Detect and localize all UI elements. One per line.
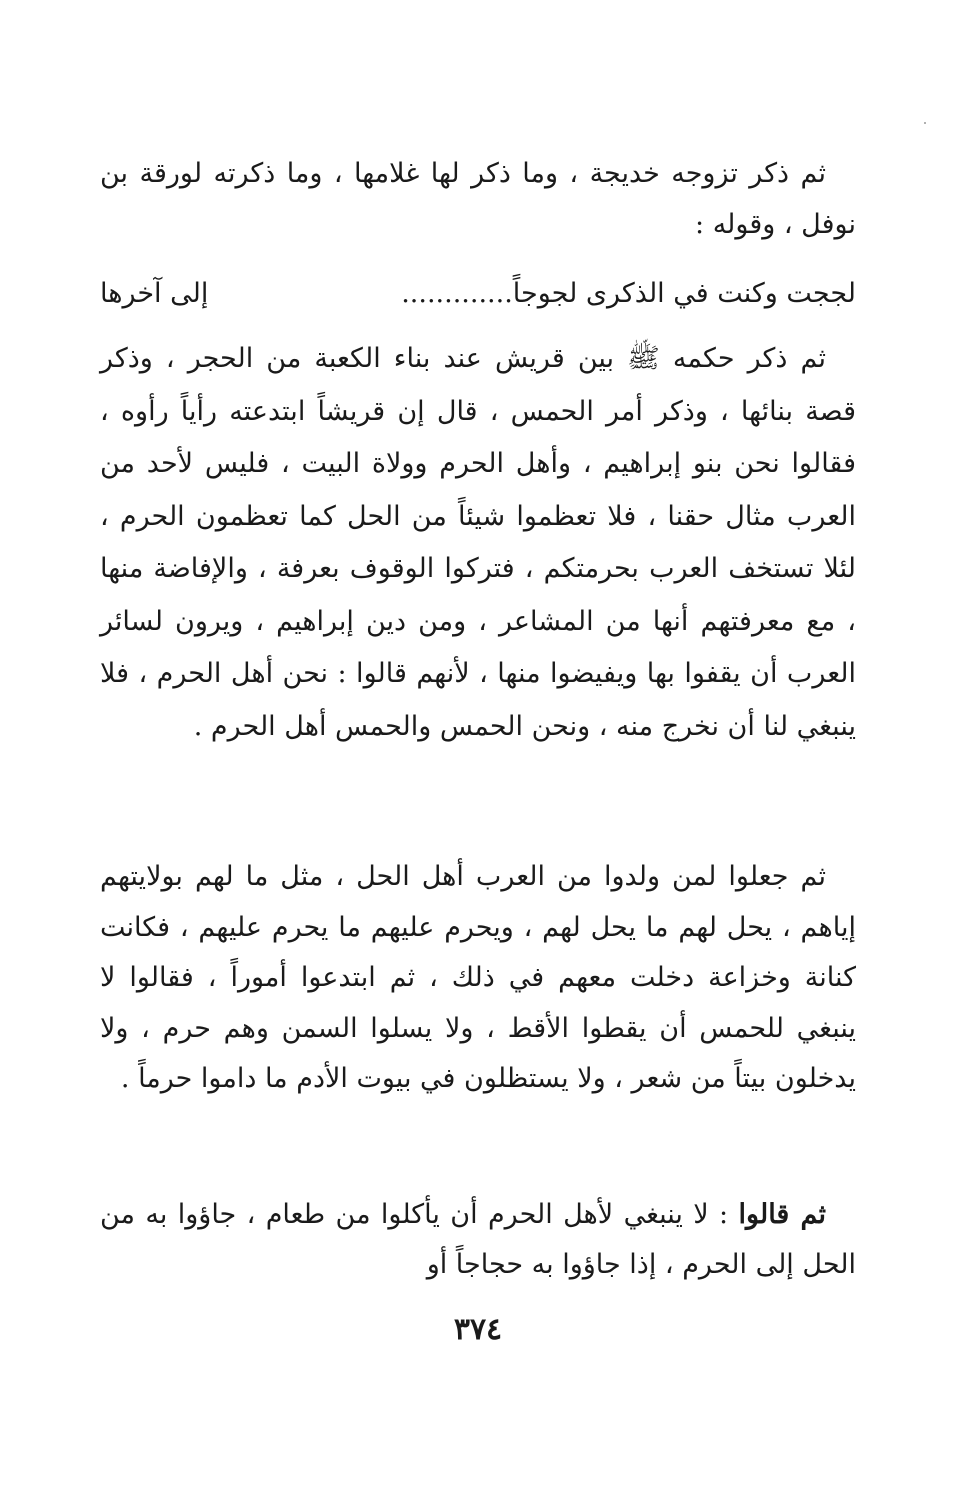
paragraph-kaaba-hums [100, 333, 856, 753]
paragraph-khadija [100, 148, 856, 250]
paragraph-lead-words: ثم قالوا [738, 1199, 826, 1230]
paragraph-text: ثم ذكر حكمه ﷺ بين قريش عند بناء الكعبة من الحجر ، وذكر قصة بنائها ، وذكر أمر الحمس ، قال إن قريشاً ابتدعته رأياً رأوه ، فقالوا نحن بنو إبراهيم ، وأهل الحرم وولاة البيت ، فليس لأحد من العرب مثال حقنا ، فلا تعظموا شيئاً من الحل كما تعظمون الحرم ، لئلا تستخف العرب بحرمتكم ، فتركوا الوقوف بعرفة ، والإفاضة منها ، مع معرفتهم أنها من المشاعر ، ومن دين إبراهيم ، ويرون لسائر العرب أن يقفوا بها ويفيضوا منها ، لأنهم قالوا : نحن أهل الحرم ، فلا ينبغي لنا أن نخرج منه ، ونحن الحمس والحمس أهل الحرم . [100, 343, 856, 742]
verse-second-hemistich: إلى آخرها [100, 278, 209, 309]
poetry-verse [100, 268, 856, 319]
page-number: ٣٧٤ [453, 1312, 503, 1347]
verse-line [100, 268, 856, 319]
paragraph-food-rule [100, 1190, 856, 1290]
paragraph-text: ثم جعلوا لمن ولدوا من العرب أهل الحل ، مثل ما لهم بولايتهم إياهم ، يحل لهم ما يحل لهم ، ويحرم عليهم ما يحرم عليهم ، فكانت كنانة وخزاعة دخلت معهم في ذلك ، ثم ابتدعوا أموراً ، فقالوا لا ينبغي للحمس أن يقطوا الأقط ، ولا يسلوا السمن وهم حرم ، ولا يدخلون بيتاً من شعر ، ولا يستظلون في بيوت الأدم ما داموا حرماً . [100, 861, 856, 1095]
paragraph-text: ثم ذكر تزوجه خديجة ، وما ذكر لها غلامها ، وما ذكرته لورقة بن نوفل ، وقوله : [100, 158, 856, 240]
paragraph-text [100, 1190, 856, 1290]
margin-dot [924, 122, 926, 124]
paragraph-hill-people [100, 852, 856, 1105]
verse-first-hemistich: لججت وكنت في الذكرى لجوجاً............. [401, 278, 856, 309]
paragraph-continuation: : لا ينبغي لأهل الحرم أن يأكلوا من طعام ، جاؤوا به من الحل إلى الحرم ، إذا جاؤوا به حجاجاً أو [100, 1199, 856, 1280]
